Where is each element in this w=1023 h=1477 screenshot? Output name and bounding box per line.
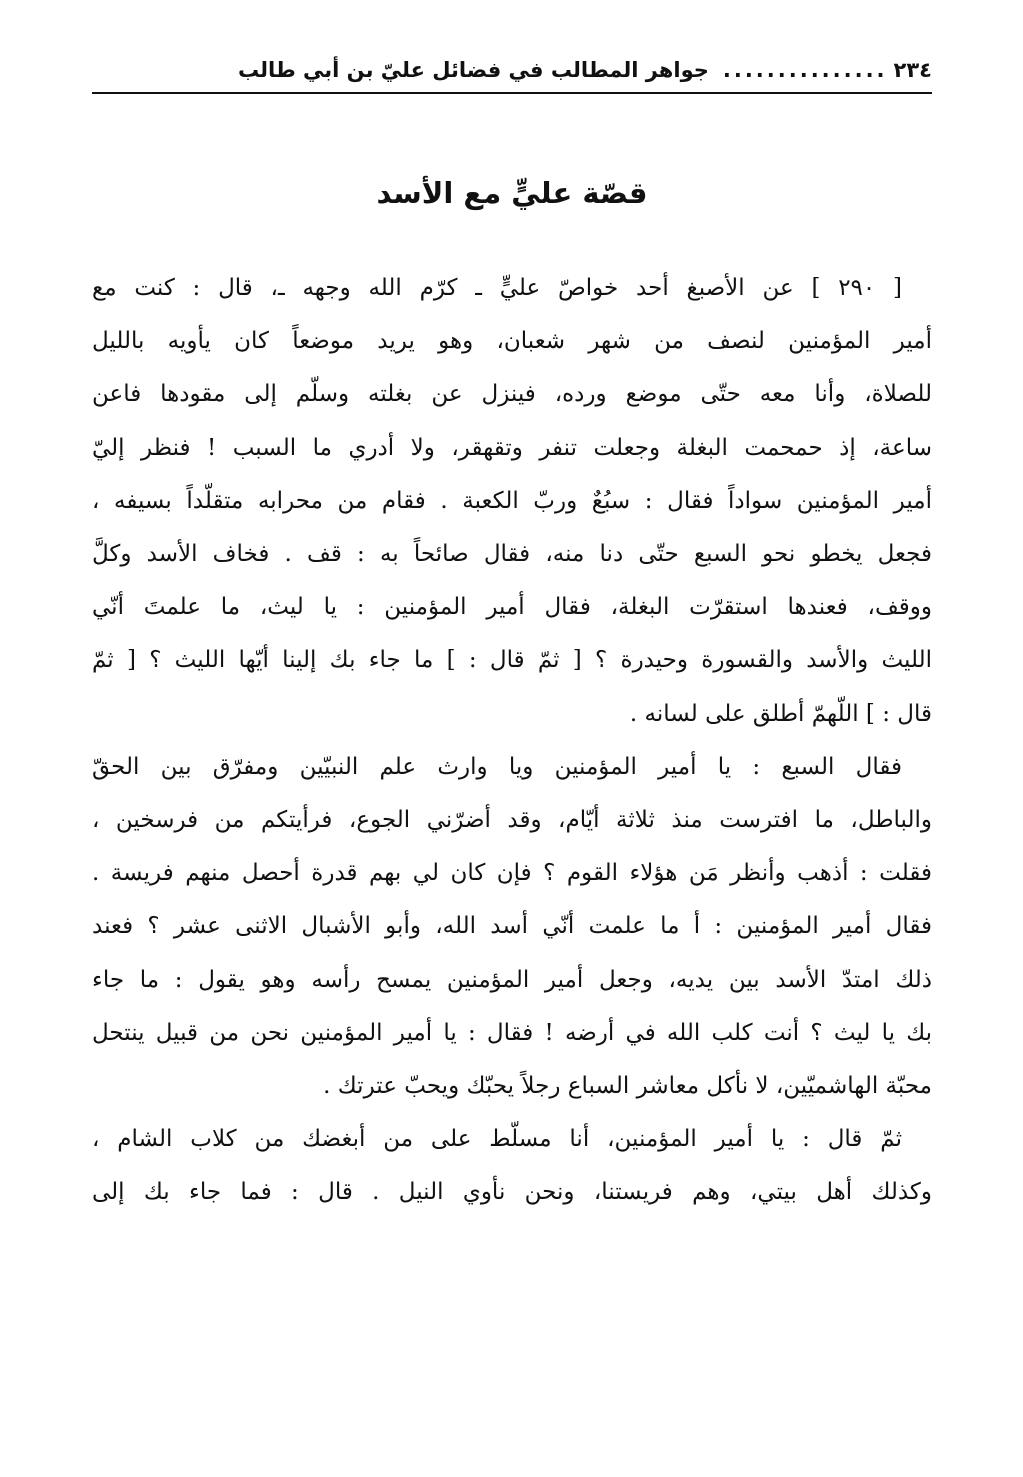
paragraph-lion-speech — [92, 741, 932, 1113]
text-line: أمير المؤمنين سواداً فقال : سبُعٌ وربّ الكعبة . فقام من محرابه متقلّداً بسيفه ، — [92, 487, 932, 514]
text-line: ذلك امتدّ الأسد بين يديه، وجعل أمير المؤمنين يمسح رأسه وهو يقول : ما جاء — [92, 966, 932, 993]
header-rule — [92, 92, 932, 94]
chapter-title: قصّة عليٍّ مع الأسد — [376, 176, 648, 210]
text-line: [ ٢٩٠ ] عن الأصبغ أحد خواصّ عليٍّ ـ كرّم الله وجهه ـ، قال : كنت مع — [92, 275, 902, 301]
text-line: فجعل يخطو نحو السبع حتّى دنا منه، فقال صائحاً به : قف . فخاف الأسد وكلَّ — [92, 541, 932, 568]
text-line: وكذلك أهل بيتي، وهم فريستنا، ونحن نأوي النيل . قال : فما جاء بك إلى — [92, 1179, 932, 1206]
text-line: للصلاة، وأنا معه حتّى موضع ورده، فينزل عن بغلته وسلّم إلى مقودها فاعن — [92, 381, 932, 408]
text-line: ثمّ قال : يا أمير المؤمنين، أنا مسلّط على من أبغضك من كلاب الشام ، — [92, 1126, 902, 1153]
running-header — [92, 52, 932, 88]
leader-dots: ............... — [722, 58, 888, 82]
book-title: جواهر المطالب في فضائل عليّ بن أبي طالب — [237, 58, 709, 82]
text-line: أمير المؤمنين لنصف من شهر شعبان، وهو يريد موضعاً كان يأويه بالليل — [92, 328, 932, 355]
page-number: ٢٣٤ — [893, 58, 932, 82]
text-line: قال : ] اللّهمّ أطلق على لسانه . — [629, 700, 932, 727]
text-line: ووقف، فعندها استقرّت البغلة، فقال أمير المؤمنين : يا ليث، ما علمتَ أنّي — [92, 594, 932, 621]
text-line: فقال السبع : يا أمير المؤمنين ويا وارث علم النبيّين ومفرّق بين الحقّ — [92, 753, 902, 780]
text-line: فقلت : أذهب وأنظر مَن هؤلاء القوم ؟ فإن كان لي بهم قدرة أحصل منهم فريسة . — [92, 860, 932, 887]
paragraph-290 — [92, 262, 932, 741]
text-line: الليث والأسد والقسورة وحيدرة ؟ [ ثمّ قال : ] ما جاء بك إلينا أيّها الليث ؟ [ ثمّ — [92, 647, 932, 674]
text-line: ساعة، إذ حمحمت البغلة وجعلت تنفر وتقهقر، ولا أدري ما السبب ! فنظر إليّ — [92, 434, 932, 461]
text-line: محبّة الهاشميّين، لا نأكل معاشر السباع رجلاً يحبّك ويحبّ عترتك . — [323, 1073, 932, 1100]
paragraph-continued — [92, 1113, 932, 1219]
body-text — [92, 262, 932, 1220]
document-page — [92, 0, 932, 1477]
text-line: والباطل، ما افترست منذ ثلاثة أيّام، وقد أضرّني الجوع، فرأيتكم من فرسخين ، — [92, 807, 932, 834]
text-line: فقال أمير المؤمنين : أ ما علمت أنّي أسد الله، وأبو الأشبال الاثنى عشر ؟ فعند — [92, 913, 932, 940]
text-line: بك يا ليث ؟ أنت كلب الله في أرضه ! فقال : يا أمير المؤمنين نحن من قبيل ينتحل — [92, 1019, 932, 1046]
